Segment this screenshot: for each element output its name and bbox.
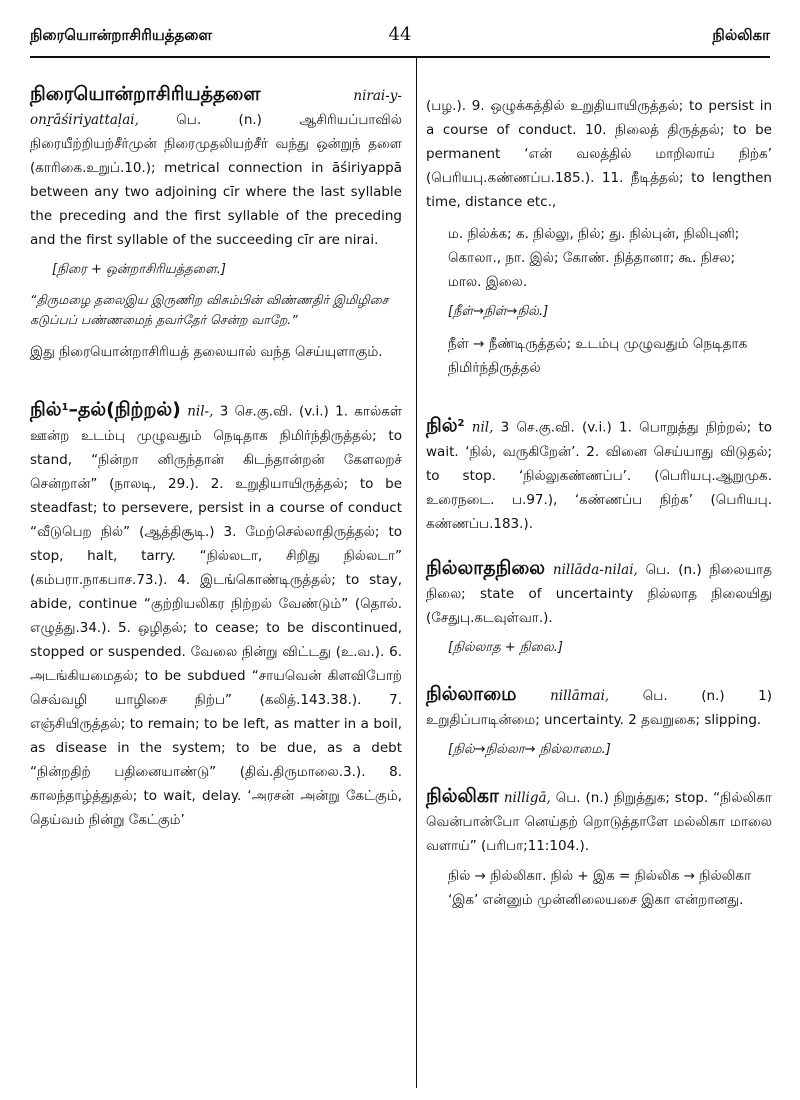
definition: பெ. (n.) நிலையாத நிலை; state of uncertainty நில்லாத நிலையிது (சேதுபு.கடவுள்வா.). (426, 561, 772, 626)
definition: பெ. (n.) நிறுத்துக; stop. “நில்லிகா வென்பான்போ னெய்தற் றொடுத்தாளே மல்லிகா மாலை வளாய்” (பரிபா;11:104.). (426, 789, 772, 854)
dictionary-entry (30, 82, 402, 252)
headword: நில்லாமை (426, 682, 517, 705)
running-head-left: நிரையொன்றாசிரியத்தளை (30, 26, 213, 44)
page-header (30, 16, 770, 52)
headword: நில்லிகா (426, 784, 499, 807)
definition: 3 செ.கு.வி. (v.i.) 1. கால்கள் ஊன்ற உடம்பு முழுவதும் நெடிதாக நிமிர்ந்திருத்தல்; to stand, “நின்றா னிருந்தான் கிடந்தான்றன் கேளலறச் சென்றான்” (நாலடி, 29.). 2. உறுதியாயிருத்தல்; to be steadfast; to persevere, persist in a course of conduct “வீடுபெற நில்” (ஆத்திசூடி.) 3. மேற்செல்லாதிருத்தல்; to stop, halt, tarry. “நில்லடா, சிறிது நில்லடா” (கம்பரா.நாகபாச.73.). 4. இடங்கொண்டிருத்தல்; to stay, abide, continue “குற்றியலிகர நிற்றல் வேண்டும்” (தொல். எழுத்து.34.). 5. ஒழிதல்; to cease; to be discontinued, stopped or suspended. வேலை நின்று விட்டது (உ.வ.). 6. அடங்கியமைதல்; to be subdued “சாயவென் கிளவிபோற் செவ்வழி யாழிசை நிற்ப” (கலித்.143.38.). 7. எஞ்சியிருத்தல்; to remain; to be left, as matter in a boil, as disease in the system; to be due, as a debt “நின்றதிற் பதினையாண்டு” (திவ்.திருமாலை.3.). 8. காலந்தாழ்த்துதல்; to wait, delay. ‘அரசன் அன்று கேட்கும், தெய்வம் நின்று கேட்கும்’ (30, 403, 403, 828)
entry-note: இது நிரையொன்றாசிரியத் தலையால் வந்த செய்யுளாகும். (30, 344, 383, 360)
page-number: 44 (388, 24, 412, 45)
homonym-number: 1 (61, 402, 69, 413)
transliteration: nilligā, (503, 789, 551, 806)
dictionary-entry (426, 412, 772, 536)
headword: நில் (426, 414, 458, 437)
etymology: [நில்லாத + நிலை.] (448, 639, 563, 655)
headword-suffix: –தல்(நிற்றல்) (68, 398, 181, 421)
left-column (30, 82, 402, 838)
transliteration: nirai-y-onṟāśiriyattaḷai, (30, 88, 402, 128)
dictionary-entry (426, 784, 772, 858)
transliteration: nil-, (187, 403, 214, 420)
transliteration: nillāda-nilai, (552, 561, 638, 578)
quotation: “திருமழை தலைஇய இருணிற விசும்பின் விண்ணதிர் இமிழிசை கடுப்பப் பண்ணமைந் தவர்தேர் சென்ற வாறே.” (30, 292, 389, 327)
etymology: [நீள்→நிள்→நில்.] (448, 304, 549, 319)
etymology: [நில்→நில்லா→ நில்லாமை.] (448, 741, 611, 757)
transliteration: nillāmai, (550, 687, 610, 704)
definition: பெ. (n.) ஆசிரியப்பாவில் நிரையீற்றியற்சீர்முன் நிரைமுதலியற்சீர் வந்து ஒன்றுந் தளை (காரிகை.உறுப்.10.); metrical connection in āśiriyappā between any two adjoining cīr where the last syllable the preceding and the first syllable of the preceding and the first syllable of the succeeding cīr are nirai. (30, 112, 402, 248)
cognates: ம. நில்க்க; க. நில்லு, நில்; து. நில்புன், நிலிபுனி; கொலா., நா. இல்; கோண். நித்தானா; கூ. நிசல; மால. இலை. (448, 226, 740, 290)
header-rule (30, 56, 770, 58)
transliteration: nil, (471, 419, 494, 436)
definition: 3 செ.கு.வி. (v.i.) 1. பொறுத்து நிற்றல்; to wait. ‘நில், வருகிறேன்’. 2. வினை செய்யாது விடுதல்; to stop. ‘நில்லுகண்ணப்ப’. (பெரியபு.ஆறுமுக. உரைநடை. ப.97.), ‘கண்ணப்ப நிற்க’ (பெரியபு. கண்ணப்ப.183.). (426, 419, 772, 532)
etymology: [நிரை + ஒன்றாசிரியத்தளை.] (52, 262, 227, 277)
headword: நிரையொன்றாசிரியத்தளை (30, 83, 261, 105)
dictionary-entry (30, 396, 402, 832)
headword: நில்லாதநிலை (426, 556, 546, 579)
homonym-number: 2 (457, 418, 465, 429)
definition-continued: (பழ.). 9. ஒழுக்கத்தில் உறுதியாயிருத்தல்; to persist in a course of conduct. 10. நிலைத் திருத்தல்; to be permanent ‘என் வலத்தில் மாறிலாய் நிற்க’ (பெரியபு.கண்ணப்ப.185.). 11. நீடித்தல்; to lengthen time, distance etc., (426, 98, 772, 210)
entry-note: நீள் → நீண்டிருத்தல்; உடம்பு முழுவதும் நெடிதாக நிமிர்ந்திருத்தல் (448, 336, 748, 376)
definition: பெ. (n.) 1) உறுதிப்பாடின்மை; uncertainty. 2 தவறுகை; slipping. (426, 687, 773, 728)
dictionary-entry (426, 556, 772, 630)
dictionary-entry (426, 682, 772, 732)
right-column (426, 94, 772, 918)
entry-note: நில் → நில்லிகா. நில் + இக = நில்லிக → நில்லிகா ‘இக’ என்னும் முன்னிலையசை இகா என்றானது. (448, 867, 752, 908)
column-divider (416, 58, 417, 1088)
headword: நில் (30, 398, 62, 421)
running-head-right: நில்லிகா (712, 26, 770, 44)
